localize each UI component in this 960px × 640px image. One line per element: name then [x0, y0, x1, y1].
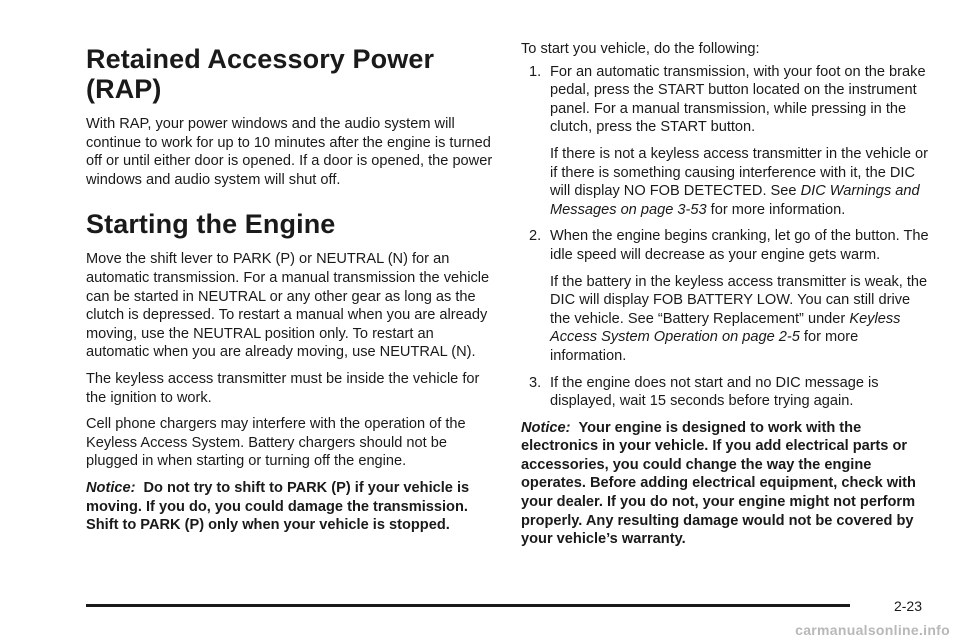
step-number: 3.: [529, 374, 542, 391]
steps-intro: To start you vehicle, do the following:: [521, 41, 760, 57]
step-1-text: For an automatic transmission, with your foot on the brake pedal, press the START button located on the instrument panel. For a manual transmission, while pressing in the clutch, press the START button.: [550, 63, 926, 136]
watermark: carmanualsonline.info: [795, 622, 950, 638]
step-2-text: When the engine begins cranking, let go of the button. The idle speed will decrease as your engine gets warm.: [550, 228, 929, 263]
left-column: [86, 40, 494, 543]
notice-shift-park: [86, 479, 494, 535]
notice-label: Notice:: [521, 419, 571, 436]
notice-text: Your engine is designed to work with the electronics in your vehicle. If you add electrical parts or accessories, you could change the way the engine operates. Before adding electrical equipment, check with your dealer. If you do not, your engine might not perform properly. Any resulting damage would not be covered by your vehicle’s warranty.: [521, 419, 916, 548]
cellphone-paragraph: Cell phone chargers may interfere with the operation of the Keyless Access System. Battery chargers should not be plugged in when starting or turning off the engine.: [86, 416, 466, 470]
heading-retained-accessory-power: Retained Accessory Power (RAP): [86, 44, 435, 104]
step-number: 1.: [529, 63, 542, 80]
step-1-note-tail: for more information.: [706, 201, 846, 218]
step-1-note: [550, 145, 931, 219]
rap-paragraph: With RAP, your power windows and the audio system will continue to work for up to 10 minutes after the engine is turned off or until either door is opened. If a door is opened, the power windows and audio system will shut off.: [86, 116, 493, 188]
footer-rule: [86, 604, 850, 607]
page-number: 2-23: [893, 598, 922, 614]
notice-text: Do not try to shift to PARK (P) if your vehicle is moving. If you do, you could damage the transmission. Shift to PARK (P) only when your vehicle is stopped.: [86, 479, 470, 534]
step-1: [521, 63, 931, 220]
dic-warnings-reference[interactable]: DIC Warnings and Messages on page 3-53: [550, 183, 920, 218]
step-2-note-tail: for more information.: [550, 329, 859, 364]
heading-starting-the-engine: Starting the Engine: [86, 209, 336, 240]
notice-engine-electronics: [521, 419, 931, 549]
transmitter-paragraph: The keyless access transmitter must be inside the vehicle for the ignition to work.: [86, 370, 480, 406]
step-2: [521, 227, 931, 365]
step-3: [521, 374, 931, 411]
step-2-note-text: If the battery in the keyless access transmitter is weak, the DIC will display FOB BATTERY LOW. You can still drive the vehicle. See “Battery Replacement” under: [550, 273, 928, 327]
start-paragraph: Move the shift lever to PARK (P) or NEUTRAL (N) for an automatic transmission. For a manual transmission the vehicle can be started in NEUTRAL or any other gear as long as the clutch is depressed. To restart a manual when you are already moving, use the NEUTRAL position only. To restart an automatic when you are already moving, use NEUTRAL (N).: [86, 251, 490, 361]
step-number: 2.: [529, 228, 542, 245]
step-3-text: If the engine does not start and no DIC message is displayed, wait 15 seconds before trying again.: [550, 374, 879, 410]
step-2-note: [550, 273, 931, 366]
steps-list: [521, 63, 931, 411]
step-1-note-text: If there is not a keyless access transmitter in the vehicle or if there is something causing interference with it, the DIC will display NO FOB DETECTED. See: [550, 145, 928, 200]
keyless-access-reference[interactable]: Keyless Access System Operation on page 2-5: [550, 310, 901, 346]
notice-label: Notice:: [86, 479, 136, 496]
right-column: [521, 40, 931, 557]
